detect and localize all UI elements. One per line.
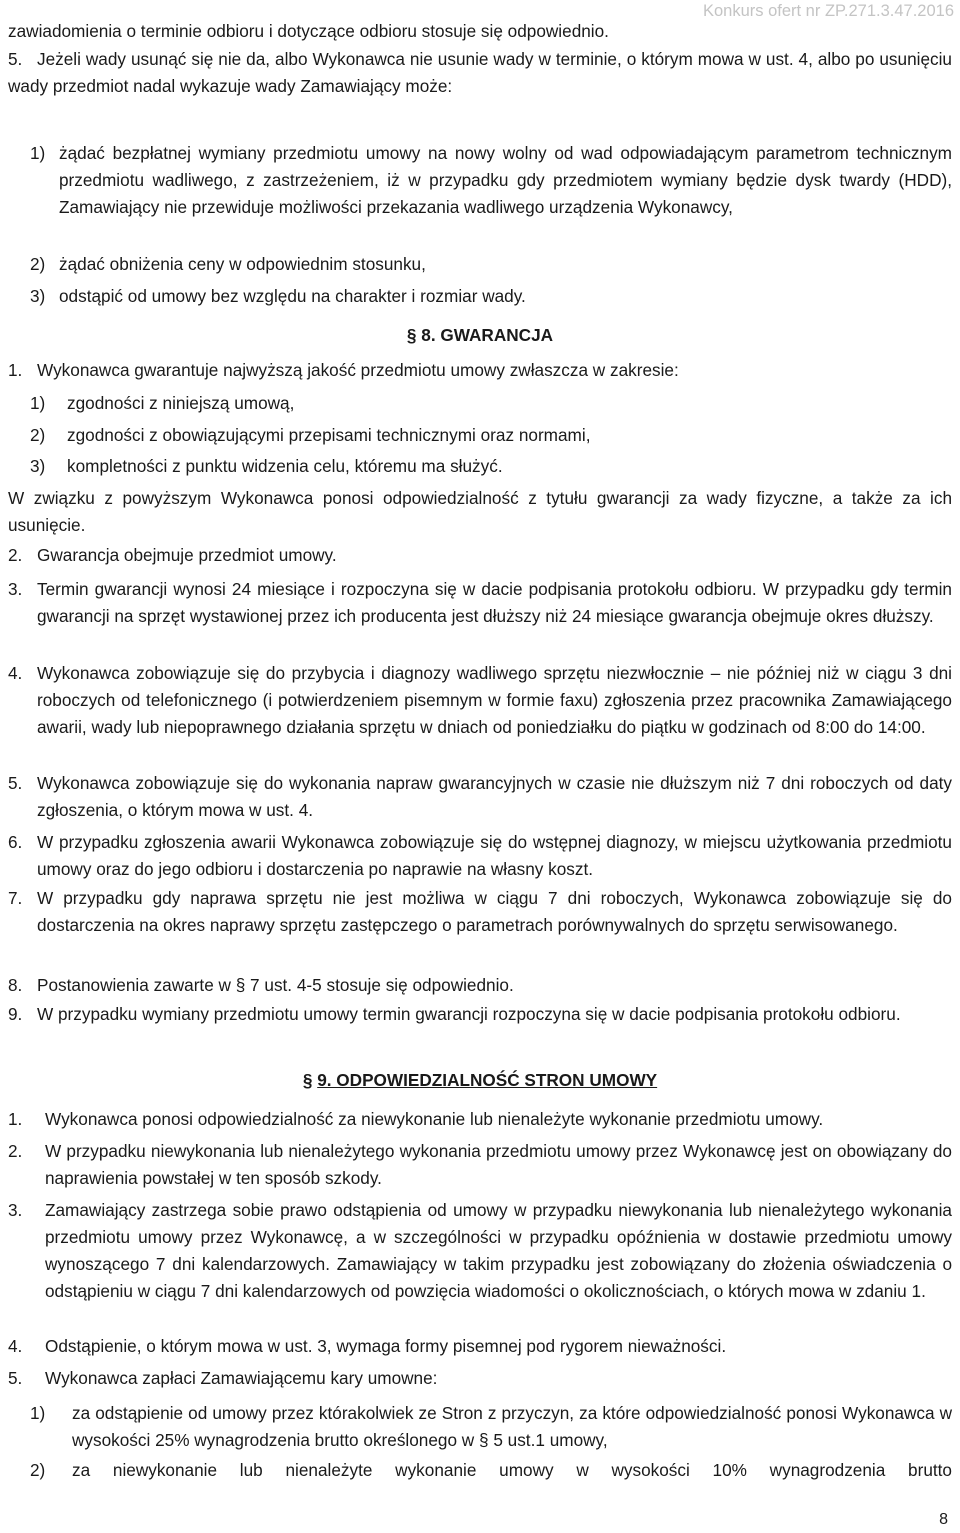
list-item-number: 4. bbox=[8, 663, 23, 683]
list-item-number: 5. bbox=[8, 49, 23, 69]
list-item bbox=[8, 542, 952, 569]
list-item bbox=[30, 390, 952, 417]
list-item bbox=[30, 422, 952, 449]
list-item-text: Wykonawca zapłaci Zamawiającemu kary umowne: bbox=[45, 1368, 438, 1388]
list-item-text: Termin gwarancji wynosi 24 miesiące i rozpoczyna się w dacie podpisania protokołu odbioru. W przypadku gdy termin gwarancji na sprzęt wystawionej przez ich producenta jest dłuższy niż 24 miesiące gwarancja obejmuje okres dłuższy. bbox=[37, 579, 952, 626]
list-item-number: 2) bbox=[30, 1460, 46, 1480]
list-item-text: za odstąpienie od umowy przez którakolwiek ze Stron z przyczyn, za które odpowiedzialność ponosi Wykonawca w wysokości 25% wynagrodzenia brutto określonego w § 5 ust.1 umowy, bbox=[72, 1403, 952, 1450]
list-item-number: 1) bbox=[30, 393, 46, 413]
list-item bbox=[8, 357, 952, 384]
list-item-text: kompletności z punktu widzenia celu, któremu ma służyć. bbox=[67, 456, 503, 476]
list-item-number: 3) bbox=[30, 286, 46, 306]
list-item-text: Wykonawca gwarantuje najwyższą jakość przedmiotu umowy zwłaszcza w zakresie: bbox=[37, 360, 679, 380]
section-symbol: § bbox=[302, 1070, 313, 1090]
section-title: 8. GWARANCJA bbox=[421, 325, 554, 345]
list-item bbox=[30, 453, 952, 480]
list-item bbox=[8, 1138, 952, 1192]
list-item-text: Postanowienia zawarte w § 7 ust. 4-5 stosuje się odpowiednio. bbox=[37, 975, 514, 995]
list-item bbox=[30, 283, 952, 310]
list-item bbox=[8, 1001, 952, 1028]
page-number: 8 bbox=[939, 1511, 948, 1528]
list-item-number: 2) bbox=[30, 425, 46, 445]
list-item bbox=[30, 251, 952, 278]
list-item-number: 4. bbox=[8, 1336, 23, 1356]
list-item bbox=[30, 140, 952, 221]
list-item-number: 1. bbox=[8, 1109, 23, 1129]
list-item-number: 3. bbox=[8, 579, 23, 599]
list-item bbox=[8, 46, 952, 100]
section-title: 9. ODPOWIEDZIALNOŚĆ STRON UMOWY bbox=[317, 1070, 658, 1090]
list-item-number: 5. bbox=[8, 1368, 23, 1388]
list-item-text: Wykonawca zobowiązuje się do wykonania napraw gwarancyjnych w czasie nie dłuższym niż 7 dni roboczych od daty zgłoszenia, o którym mowa w ust. 4. bbox=[37, 773, 952, 820]
list-item-number: 2. bbox=[8, 1141, 23, 1161]
section-heading bbox=[0, 1067, 960, 1094]
paragraph: W związku z powyższym Wykonawca ponosi odpowiedzialność z tytułu gwarancji za wady fizyczne, a także za ich usunięcie. bbox=[8, 488, 952, 535]
list-item bbox=[8, 770, 952, 824]
list-item-text: żądać obniżenia ceny w odpowiednim stosunku, bbox=[59, 254, 426, 274]
list-item-text: W przypadku wymiany przedmiotu umowy termin gwarancji rozpoczyna się w dacie podpisania protokołu odbioru. bbox=[37, 1004, 901, 1024]
list-item-number: 2. bbox=[8, 545, 23, 565]
list-item-text: Gwarancja obejmuje przedmiot umowy. bbox=[37, 545, 337, 565]
list-item-text: Wykonawca ponosi odpowiedzialność za niewykonanie lub nienależyte wykonanie przedmiotu umowy. bbox=[45, 1109, 824, 1129]
section-heading bbox=[0, 322, 960, 349]
list-item-number: 3. bbox=[8, 1200, 23, 1220]
list-item bbox=[8, 829, 952, 883]
list-item bbox=[8, 660, 952, 741]
list-item bbox=[8, 1333, 952, 1360]
list-item bbox=[8, 972, 952, 999]
list-item-text: Jeżeli wady usunąć się nie da, albo Wykonawca nie usunie wady w terminie, o którym mowa w ust. 4, albo po usunięciu wady przedmiot nadal wykazuje wady Zamawiający może: bbox=[8, 49, 952, 96]
list-item-text: za niewykonanie lub nienależyte wykonanie umowy w wysokości 10% wynagrodzenia brutto bbox=[72, 1460, 952, 1480]
list-item bbox=[8, 885, 952, 939]
list-item-text: zgodności z obowiązującymi przepisami technicznymi oraz normami, bbox=[67, 425, 591, 445]
list-item bbox=[8, 1365, 952, 1392]
list-item-text: zgodności z niniejszą umową, bbox=[67, 393, 295, 413]
paragraph-continuation: zawiadomienia o terminie odbioru i dotyczące odbioru stosuje się odpowiednio. bbox=[8, 21, 609, 41]
list-item bbox=[30, 1400, 952, 1454]
list-item-number: 9. bbox=[8, 1004, 23, 1024]
list-item-number: 8. bbox=[8, 975, 23, 995]
list-item-number: 5. bbox=[8, 773, 23, 793]
list-item bbox=[8, 576, 952, 630]
list-item-text: W przypadku niewykonania lub nienależytego wykonania przedmiotu umowy przez Wykonawcę jest on obowiązany do naprawienia powstałej w ten sposób szkody. bbox=[45, 1141, 952, 1188]
list-item-number: 1. bbox=[8, 360, 23, 380]
list-item-number: 1) bbox=[30, 1403, 46, 1423]
list-item-number: 6. bbox=[8, 832, 23, 852]
list-item-text: W przypadku gdy naprawa sprzętu nie jest możliwa w ciągu 7 dni roboczych, Wykonawca zobowiązuje się do dostarczenia na okres naprawy sprzętu zastępczego o parametrach porównywalnych do sprzętu serwisowanego. bbox=[37, 888, 952, 935]
list-item-number: 2) bbox=[30, 254, 46, 274]
list-item-text: żądać bezpłatnej wymiany przedmiotu umowy na nowy wolny od wad odpowiadającym parametrom technicznym przedmiotu wadliwego, z zastrzeżeniem, iż w przypadku gdy przedmiotem wymiany będzie dysk twardy (HDD), Zamawiający nie przewiduje możliwości przekazania wadliwego urządzenia Wykonawcy, bbox=[59, 143, 952, 217]
header-reference: Konkurs ofert nr ZP.271.3.47.2016 bbox=[702, 2, 954, 20]
list-item bbox=[8, 1106, 952, 1133]
list-item-number: 7. bbox=[8, 888, 23, 908]
section-symbol: § bbox=[406, 325, 417, 345]
list-item-number: 3) bbox=[30, 456, 46, 476]
list-item-number: 1) bbox=[30, 143, 46, 163]
list-item-text: odstąpić od umowy bez względu na charakter i rozmiar wady. bbox=[59, 286, 526, 306]
list-item bbox=[8, 1197, 952, 1305]
list-item-text: W przypadku zgłoszenia awarii Wykonawca zobowiązuje się do wstępnej diagnozy, w miejscu użytkowania przedmiotu umowy oraz do jego odbioru i dostarczenia po naprawie na własny koszt. bbox=[37, 832, 952, 879]
list-item bbox=[30, 1457, 952, 1484]
list-item-text: Wykonawca zobowiązuje się do przybycia i diagnozy wadliwego sprzętu niezwłocznie – nie później niż w ciągu 3 dni roboczych od telefonicznego (i potwierdzeniem pisemnym w formie faxu) zgłoszenia przez pracownika Zamawiającego awarii, wady lub niepoprawnego działania sprzętu w dniach od poniedziałku do piątku w godzinach od 8:00 do 14:00. bbox=[37, 663, 952, 737]
list-item-text: Zamawiający zastrzega sobie prawo odstąpienia od umowy w przypadku niewykonania lub nienależytego wykonania przedmiotu umowy przez Wykonawcę, a w szczególności w przypadku opóźnienia w dostawie przedmiotu umowy wynoszącego 7 dni kalendarzowych. Zamawiający w takim przypadku jest zobowiązany do złożenia oświadczenia o odstąpieniu w ciągu 7 dni kalendarzowych od powzięcia wiadomości o okolicznościach, o których mowa w zdaniu 1. bbox=[45, 1200, 952, 1301]
list-item-text: Odstąpienie, o którym mowa w ust. 3, wymaga formy pisemnej pod rygorem nieważności. bbox=[45, 1336, 727, 1356]
